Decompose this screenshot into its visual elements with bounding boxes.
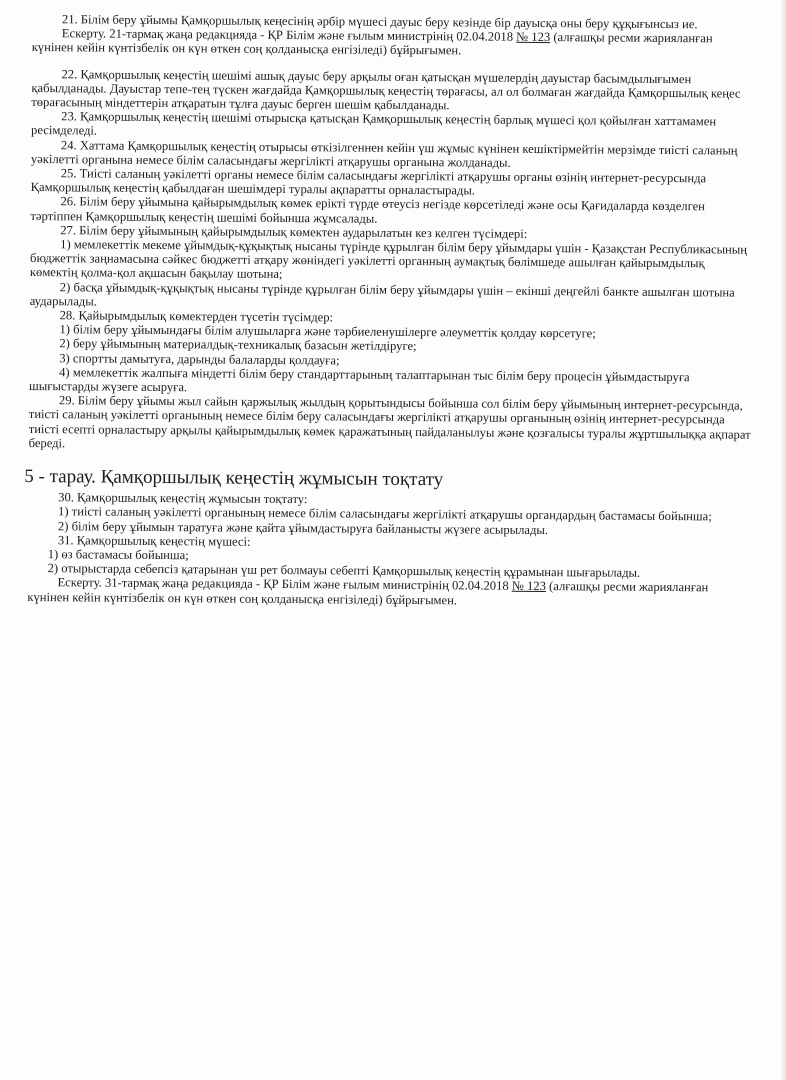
paragraph: 23. Қамқоршылық кеңестің шешімі отырысқа қатысқан Қамқоршылық кеңестің барлық мүшесі қол қойылған хаттамамен ресімделеді. <box>31 109 717 138</box>
paragraph: 1) өз бастамасы бойынша; <box>47 547 189 563</box>
paragraph: 28. Қайырымдылық көмектерден түсетін түсімдер: <box>59 308 334 325</box>
paragraph: 21. Білім беру ұйымы Қамқоршылық кеңесінің әрбір мүшесі дауыс беру кезінде бір дауысқа оны беру құқығынсыз ие. <box>61 12 698 32</box>
note-text-tail: (алғашқы ресми жарияланған күнінен кейін күнтізбелік он күн өткен соң қолданысқа енгізіледі) бұйрығымен. <box>27 579 709 607</box>
paragraph: 29. Білім беру ұйымы жыл сайын қаржылық жылдың қорытындысы бойынша сол білім беру ұйымының интернет-ресурсында, тиісті саланың уәкілетті органының немесе білім беру саласындағы жергілікті атқарушы органының өзінің интернет-ресурсында тиісті есепті орналастыру арқылы қайырымдылық көмек қаражатының пайдаланылуы және қозғалысы туралы жұртшылыққа ақпарат береді. <box>28 393 751 451</box>
paragraph: 25. Тиісті саланың уәкілетті органы немесе білім саласындағы жергілікті атқарушы органы өзінің интернет-ресурсында Қамқоршылық кеңестің қабылдаған шешімдері туралы ақпаратты орналастырады. <box>30 166 707 198</box>
chapter-heading: 5 - тарау. Қамқоршылық кеңестің жұмысын тоқтату <box>24 466 444 491</box>
order-number-link[interactable]: № 123 <box>516 30 551 45</box>
paragraph: 3) спортты дамытуға, дарынды балаларды қолдауға; <box>59 350 340 368</box>
amendment-note <box>27 575 751 609</box>
paragraph: 2) беру ұйымының материалдық-техникалық базасын жетілдіруге; <box>59 336 417 354</box>
paragraph: 22. Қамқоршылық кеңестің шешімі ашық дауыс беру арқылы оған қатысқан мүшелердің дауыстар басымдылығымен қабылданады. Дауыстар тепе-тең түскен жағдайда Қамқоршылық кеңестің төрағасы, ал ол болмаған жағдайда Қамқоршылық кеңес төрағасының міндеттерін атқаратын тұлға дауыс берген шешім қабылданады. <box>31 66 741 113</box>
paragraph: 27. Білім беру ұйымының қайырымдылық көмектен аударылатын кез келген түсімдері: <box>60 223 528 241</box>
paragraph: 24. Хаттама Қамқоршылық кеңестің отырысы өткізілгеннен кейін үш жұмыс күнінен кешіктірмейтін мерзімде тиісті саланың уәкілетті органына немесе білім саласындағы жергілікті атқарушы органына жолданады. <box>30 137 738 170</box>
paragraph: 4) мемлекеттік жалпыға міндетті білім беру стандарттарының талаптарынан тыс білім беру процесін ұйымдастыруға шығыстарды жүзеге асыруға. <box>29 365 690 395</box>
paragraph: 26. Білім беру ұйымына қайырымдылық көмек ерікті түрде өтеусіз негізде көрсетіледі және осы Қағидаларда көзделген тәртіппен Қамқоршылық кеңестің шешімі бойынша жұмсалады. <box>30 194 705 226</box>
paragraph: 1) білім беру ұйымындағы білім алушыларға және тәрбиеленушілерге әлеуметтік қолдау көрсетуге; <box>59 322 596 341</box>
order-number-link[interactable]: № 123 <box>511 579 546 594</box>
note-text: Ескерту. 31-тармақ жаңа редакцияда - ҚР Білім және ғылым министрінің 02.04.2018 <box>57 575 512 594</box>
paragraph: 2) білім беру ұйымын таратуға және қайта ұйымдастыруға байланысты жүзеге асырылады. <box>57 518 549 537</box>
paragraph: 31. Қамқоршылық кеңестің мүшесі: <box>57 532 251 549</box>
note-text-tail: (алғашқы ресми жарияланған күнінен кейін күнтізбелік он күн өткен соң қолданысқа енгізіледі) бұйрығымен. <box>31 30 713 58</box>
scan-edge-shadow <box>780 0 786 1080</box>
paragraph: 2) басқа ұйымдық-құқықтық нысаны түрінде құрылған білім беру ұйымдары үшін – екінші деңгейлі банкте ашылған шотына аударылады. <box>29 279 735 309</box>
paragraph: 2) отырыстарда себепсіз қатарынан үш рет болмауы себепті Қамқоршылық кеңестің құрамынан шығарылады. <box>47 561 641 580</box>
paragraph: 30. Қамқоршылық кеңестің жұмысын тоқтату: <box>58 490 308 507</box>
paragraph: 1) мемлекеттік мекеме ұйымдық-құқықтық нысаны түрінде құрылған білім беру ұйымдары үшін - Қазақстан Республикасының бюджеттік заңнамасына сәйкес бюджетті атқару жөніндегі уәкілетті органның аумақтық бөлімшеде ашылған қайырымдылық көмектің қолма-қол ақшасын бақылау шотына; <box>29 237 748 282</box>
paragraph: 1) тиісті саланың уәкілетті органының немесе білім саласындағы жергілікті атқарушы органдардың бастамасы бойынша; <box>58 504 712 524</box>
amendment-note <box>32 26 756 60</box>
note-text: Ескерту. 21-тармақ жаңа редакцияда - ҚР Білім және ғылым министрінің 02.04.2018 <box>61 26 517 45</box>
document-body <box>24 12 756 609</box>
